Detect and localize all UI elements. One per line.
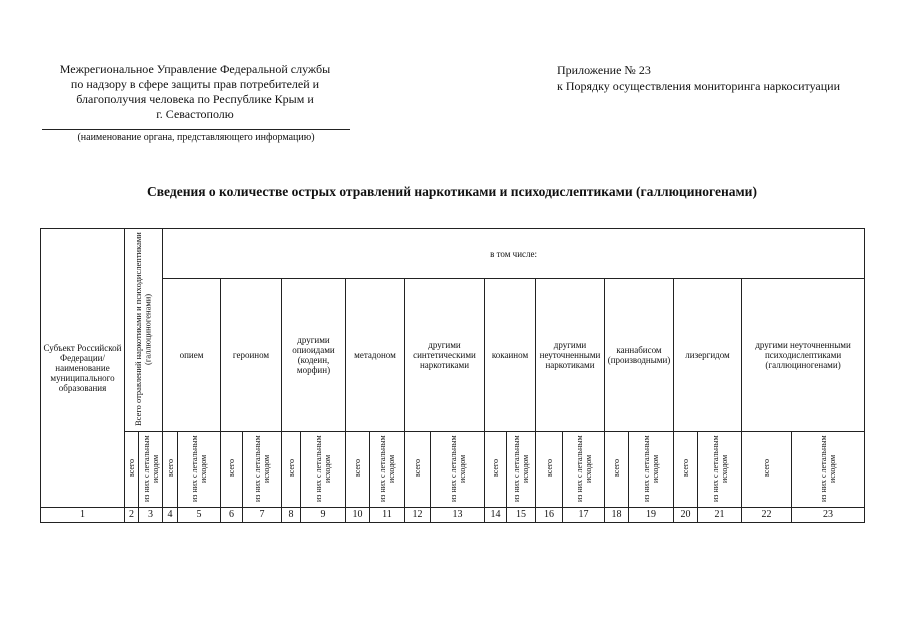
column-number: 19 <box>629 508 674 523</box>
column-number: 2 <box>125 508 139 523</box>
column-number: 11 <box>370 508 405 523</box>
column-number: 13 <box>431 508 485 523</box>
column-number: 17 <box>563 508 605 523</box>
column-number: 15 <box>507 508 536 523</box>
group-header-cannabis: каннабисом (производными) <box>605 279 674 432</box>
column-number: 8 <box>282 508 301 523</box>
group-header-heroin: героином <box>221 279 282 432</box>
poisoning-report-table <box>40 228 865 523</box>
sub-header-fatal: из них с летальным исходом <box>507 432 536 508</box>
group-header-other-unspecified: другими неуточненными наркотиками <box>536 279 605 432</box>
sub-header-all: всего <box>536 432 563 508</box>
sub-header-fatal: из них с летальным исходом <box>178 432 221 508</box>
column-number: 7 <box>243 508 282 523</box>
sub-header-all: всего <box>485 432 507 508</box>
sub-header-fatal: из них с летальным исходом <box>243 432 282 508</box>
sub-header-fatal: из них с летальным исходом <box>698 432 742 508</box>
group-header-lysergide: лизергидом <box>674 279 742 432</box>
column-number: 9 <box>301 508 346 523</box>
column-number: 16 <box>536 508 563 523</box>
sub-header-all: всего <box>346 432 370 508</box>
sub-header-all: всего <box>742 432 792 508</box>
including-header: в том числе: <box>163 229 865 279</box>
group-header-opium: опием <box>163 279 221 432</box>
column-number: 21 <box>698 508 742 523</box>
sub-header-fatal: из них с летальным исходом <box>431 432 485 508</box>
sub-header-fatal: из них с летальным исходом <box>563 432 605 508</box>
column-number: 1 <box>41 508 125 523</box>
appendix-reference <box>557 62 877 94</box>
column-number: 14 <box>485 508 507 523</box>
sub-header-all: всего <box>282 432 301 508</box>
sub-header-all: всего <box>605 432 629 508</box>
total-column-header <box>125 229 163 432</box>
column-number: 3 <box>139 508 163 523</box>
column-number: 18 <box>605 508 629 523</box>
column-number: 22 <box>742 508 792 523</box>
org-line-4: г. Севастополю <box>156 107 234 121</box>
group-header-psychodysleptics: другими неуточненными психодислептиками (галлюциногенами) <box>742 279 865 432</box>
column-number: 20 <box>674 508 698 523</box>
org-underline <box>42 129 350 130</box>
sub-header-all: всего <box>405 432 431 508</box>
sub-header-all: всего <box>674 432 698 508</box>
sub-header-fatal: из них с летальным исходом <box>629 432 674 508</box>
column-number: 6 <box>221 508 243 523</box>
total-header-text: Всего отравлений наркотиками и психодислептиками (галлюциногенами) <box>133 232 153 426</box>
column-number: 5 <box>178 508 221 523</box>
sub-header-fatal: из них с летальным исходом <box>370 432 405 508</box>
org-line-1: Межрегиональное Управление Федеральной службы <box>59 62 331 76</box>
sub-header-fatal: из них с летальным исходом <box>792 432 865 508</box>
group-header-other-opioids: другими опиоидами (кодеин, морфин) <box>282 279 346 432</box>
column-number: 4 <box>163 508 178 523</box>
sub-header-fatal: из них с летальным исходом <box>301 432 346 508</box>
column-number: 23 <box>792 508 865 523</box>
group-header-synthetic: другими синтетическими наркотиками <box>405 279 485 432</box>
sub-header-all: всего <box>221 432 243 508</box>
appendix-number: Приложение № 23 <box>557 63 651 77</box>
group-header-cocaine: кокаином <box>485 279 536 432</box>
sub-header-all: всего <box>125 432 139 508</box>
document-title: Сведения о количестве острых отравлений наркотиками и психодислептиками (галлюциногенами) <box>147 184 757 199</box>
group-header-methadone: метадоном <box>346 279 405 432</box>
column-number: 10 <box>346 508 370 523</box>
org-caption: (наименование органа, представляющего информацию) <box>77 132 315 143</box>
organization-name <box>40 62 350 122</box>
appendix-description: к Порядку осуществления мониторинга наркоситуации <box>557 79 841 93</box>
org-line-3: благополучия человека по Республике Крым и <box>76 92 314 106</box>
column-number: 12 <box>405 508 431 523</box>
column-number-row <box>41 508 865 523</box>
org-line-2: по надзору в сфере защиты прав потребителей и <box>70 77 320 91</box>
sub-header-fatal: из них с летальным исходом <box>139 432 163 508</box>
subject-column-header: Субъект Российской Федерации/ наименование муниципального образования <box>41 229 125 508</box>
sub-header-all: всего <box>163 432 178 508</box>
